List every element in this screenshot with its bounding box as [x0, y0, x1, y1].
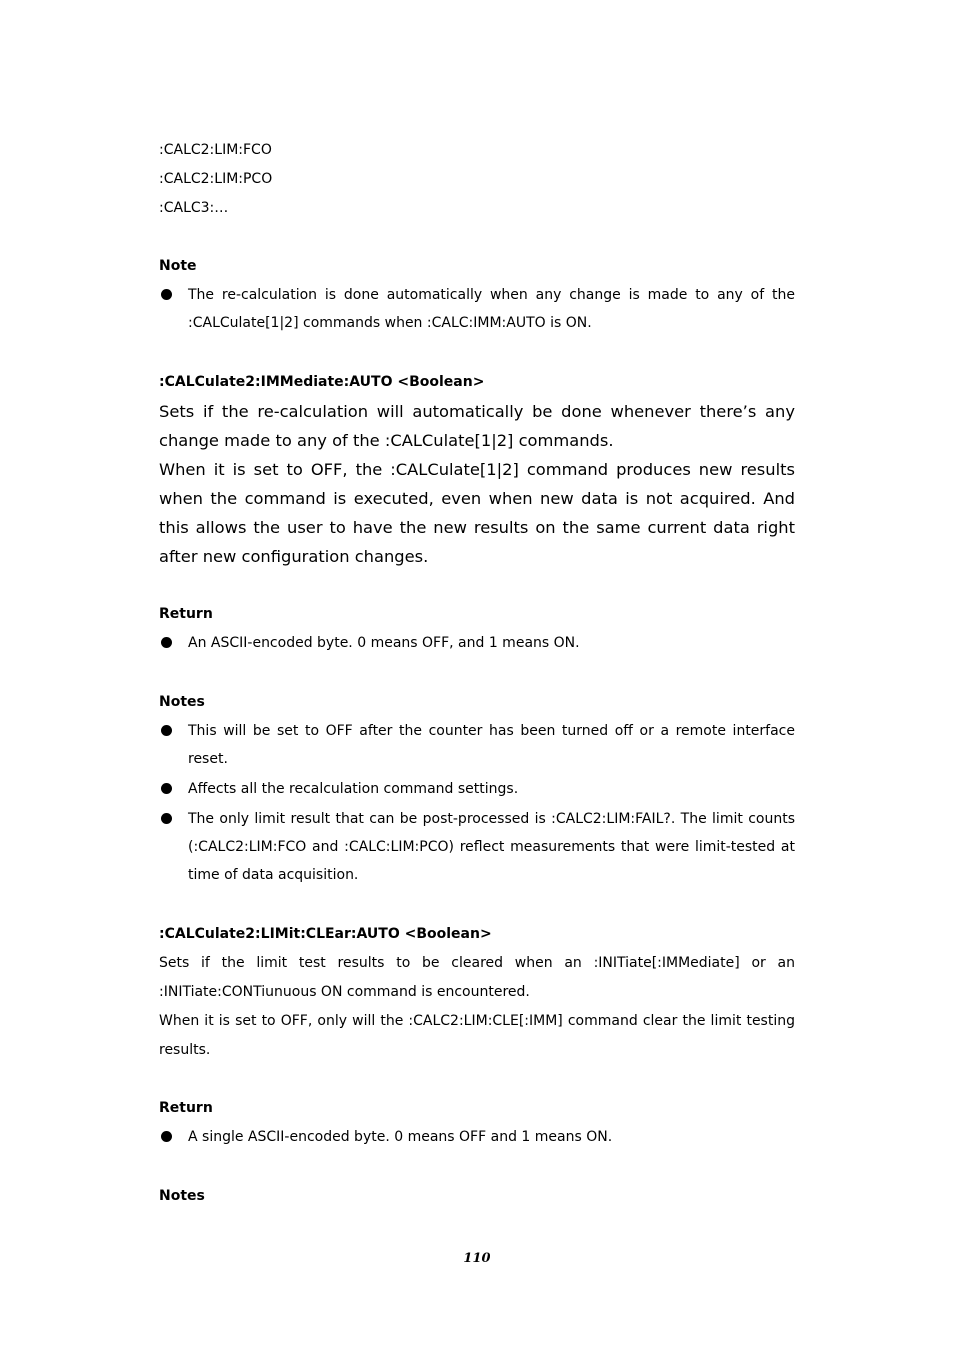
command-heading: :CALCulate2:IMMediate:AUTO <Boolean>: [159, 374, 485, 390]
notes-heading: Notes: [159, 1188, 205, 1204]
return-item-text: An ASCII-encoded byte. 0 means OFF, and 1 means ON.: [188, 635, 580, 651]
notes-item-text: This will be set to OFF after the counter has been turned off or a remote interface reset.: [188, 723, 795, 767]
bullet-icon: [161, 637, 172, 648]
notes-item: [159, 805, 795, 889]
notes-heading: Notes: [159, 694, 205, 710]
bullet-icon: [161, 813, 172, 824]
command-heading: :CALCulate2:LIMit:CLEar:AUTO <Boolean>: [159, 926, 492, 942]
notes-item-text: Affects all the recalculation command settings.: [188, 781, 519, 797]
code-line: :CALC2:LIM:PCO: [159, 171, 273, 187]
code-line: :CALC2:LIM:FCO: [159, 142, 272, 158]
return-item: [159, 629, 795, 657]
command-description: When it is set to OFF, only will the :CALC2:LIM:CLE[:IMM] command clear the limit testing results.: [159, 1013, 795, 1058]
command-description: Sets if the limit test results to be cleared when an :INITiate[:IMMediate] or an :INITiate:CONTiunuous ON command is encountered.: [159, 955, 795, 1000]
return-item: [159, 1123, 795, 1151]
bullet-icon: [161, 725, 172, 736]
return-item-text: A single ASCII-encoded byte. 0 means OFF and 1 means ON.: [188, 1129, 613, 1145]
document-page: [159, 136, 795, 1211]
notes-item-text: The only limit result that can be post-processed is :CALC2:LIM:FAIL?. The limit counts (:CALC2:LIM:FCO and :CALC:LIM:PCO) reflect measurements that were limit-tested at time of data acquisition.: [188, 811, 795, 883]
note-heading: Note: [159, 258, 197, 274]
notes-item: [159, 775, 795, 803]
code-line: :CALC3:…: [159, 200, 229, 216]
bullet-icon: [161, 783, 172, 794]
page-number: 110: [463, 1251, 491, 1266]
note-item-text: The re-calculation is done automatically when any change is made to any of the :CALCulate[1|2] commands when :CALC:IMM:AUTO is ON.: [188, 287, 795, 331]
note-item: [159, 281, 795, 337]
command-description: When it is set to OFF, the :CALCulate[1|2] command produces new results when the command is executed, even when new data is not acquired. And this allows the user to have the new results on the same current data right after new configuration changes.: [159, 460, 795, 566]
command-description: Sets if the re-calculation will automatically be done whenever there’s any change made to any of the :CALCulate[1|2] commands.: [159, 402, 795, 450]
return-heading: Return: [159, 1100, 213, 1116]
bullet-icon: [161, 289, 172, 300]
return-heading: Return: [159, 606, 213, 622]
bullet-icon: [161, 1131, 172, 1142]
notes-item: [159, 717, 795, 773]
